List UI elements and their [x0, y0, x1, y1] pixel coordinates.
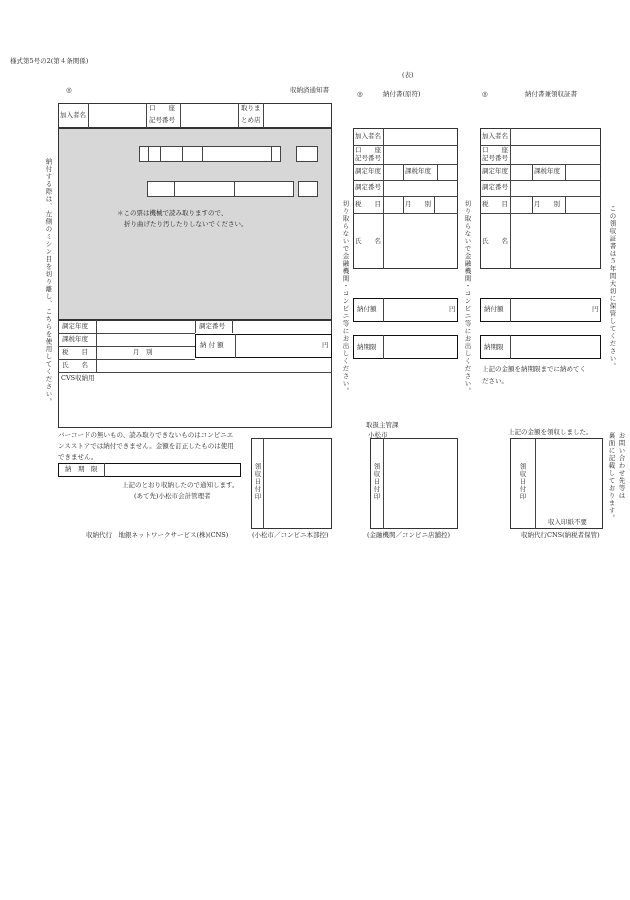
col2-label-zeimoku: 税 目	[355, 200, 381, 208]
col1-label-kanyusha: 加入者名	[60, 111, 86, 119]
col1-choutei-bangou: 調定番号	[199, 322, 225, 330]
col3-title: 納付書兼領収証書	[525, 90, 577, 98]
col2-label-choutei: 調定年度	[355, 167, 381, 175]
col1-title: 収納済通知書	[290, 86, 329, 94]
col1-mark: ◎	[66, 86, 72, 94]
col3-right-side-text: この領収証書は５年間大切に保管してください。	[608, 205, 617, 370]
col2-label-koza: 口 座	[355, 146, 381, 154]
col1-footer-left: 収納代行 地銀ネットワークサービス(株)(CNS)	[86, 531, 229, 539]
col3-inquiry-2: 裏面に記載しております。	[607, 432, 616, 522]
col1-notice-1: ＊この票は機械で読み取りますので、	[117, 209, 228, 217]
col3-side-text: 切り取らないで金融機関・コンビニ等にお出しください。	[463, 200, 472, 395]
col1-header-row	[58, 103, 332, 128]
col1-nofu-label: 納 付 額	[200, 341, 224, 349]
col2-side-text: 切り取らないで金融機関・コンビニ等にお出しください。	[341, 200, 350, 395]
col1-notice-2: 折り曲げたり汚したりしないでください。	[124, 220, 248, 228]
col1-footer-right: (小松市／コンビニ本部控)	[252, 531, 329, 539]
col3-label-zeimoku: 税 目	[482, 200, 508, 208]
col3-pay-note-1: 上記の金額を納期限までに納めてく	[482, 365, 586, 373]
col1-label-torimatome2: とめ店	[241, 116, 261, 124]
col3-label-koza: 口 座	[482, 146, 508, 154]
col3-nofu-label: 納付額	[484, 305, 504, 313]
col3-pay-note-2: ださい。	[482, 377, 508, 385]
col1-row-kazei: 課税年度	[62, 335, 88, 343]
col2-toriatsukai-2: 小松市	[368, 431, 388, 439]
col1-barcode-note-1: バーコードの無いもの、読み取りできないものはコンビニエ	[58, 431, 234, 439]
col2-label-chouteibangou: 調定番号	[355, 183, 381, 191]
col2-mark: ◎	[357, 90, 363, 98]
col3-received: 上記の金額を領収しました。	[508, 428, 593, 436]
col1-row-zeimoku: 税 目	[62, 348, 88, 356]
col1-row-shimei: 氏 名	[62, 361, 88, 369]
ocr-field-2	[296, 146, 318, 162]
col3-inquiry-1: お問い合わせ先等は	[617, 432, 626, 500]
col1-row-choutei: 調定年度	[62, 322, 88, 330]
col2-footer: (金融機関／コンビニ店舗控)	[367, 531, 451, 539]
col2-label-shimei: 氏 名	[355, 237, 381, 245]
form-number: 様式第5号の2(第４条関係)	[10, 57, 89, 65]
col1-atesaki: (あて先)小松市会計管理者	[134, 492, 211, 500]
col2-label-kigo: 記号番号	[355, 154, 381, 162]
front-mark: (表)	[402, 71, 414, 79]
col1-nouki-label: 納 期 限	[65, 465, 98, 473]
col1-stamp-label: 領収日付印	[253, 463, 262, 501]
col3-nofu-yen: 円	[592, 305, 599, 313]
col2-toriatsukai-1: 取扱主管課	[366, 421, 399, 429]
col3-label-choutei: 調定年度	[482, 167, 508, 175]
col1-tsuchi: 上記のとおり収納したので通知します。	[122, 481, 239, 489]
col1-label-kigo: 記号番号	[149, 116, 175, 124]
col3-stamp-label: 領収日付印	[518, 463, 527, 501]
ocr-field-4	[298, 181, 318, 197]
col3-label-tsukibetsu: 月 別	[534, 200, 560, 208]
col3-footer: 収納代行CNS(納税者保管)	[521, 531, 600, 539]
col2-title: 納付書(原符)	[383, 90, 421, 98]
col1-barcode-note-2: ンスストアでは納付できません。金額を訂正したものは使用	[58, 442, 234, 450]
col1-barcode-note-3: できません。	[58, 453, 98, 461]
col1-label-koza: 口 座	[149, 104, 175, 112]
col1-row-tsukibetsu: 月 別	[133, 348, 153, 356]
col3-label-kanyusha: 加入者名	[482, 132, 508, 140]
col1-label-torimatome1: 取りま	[241, 104, 261, 112]
col3-label-kazei: 課税年度	[534, 167, 560, 175]
col2-label-tsukibetsu: 月 別	[405, 200, 431, 208]
col2-label-kazei: 課税年度	[405, 167, 431, 175]
col3-label-shimei: 氏 名	[482, 237, 508, 245]
col1-cvs: CVS収納用	[61, 374, 95, 382]
col1-side-text: 納付する際は、左側のミシン目を切り離し、こちらを使用してください。	[44, 158, 53, 406]
col3-mark: ◎	[482, 90, 488, 98]
col2-nofu-yen: 円	[449, 305, 456, 313]
col1-nofu-yen: 円	[322, 341, 329, 349]
col2-nofu-label: 納付額	[357, 305, 377, 313]
col2-stamp-label: 領収日付印	[372, 463, 381, 501]
ocr-field-3	[147, 181, 294, 197]
col3-inshi: 収入印紙不要	[548, 518, 587, 526]
col2-label-kanyusha: 加入者名	[355, 132, 381, 140]
col3-label-kigo: 記号番号	[482, 154, 508, 162]
col3-label-chouteibangou: 調定番号	[482, 183, 508, 191]
col3-nouki-label: 納期限	[484, 343, 504, 351]
col2-nouki-label: 納期限	[357, 343, 377, 351]
